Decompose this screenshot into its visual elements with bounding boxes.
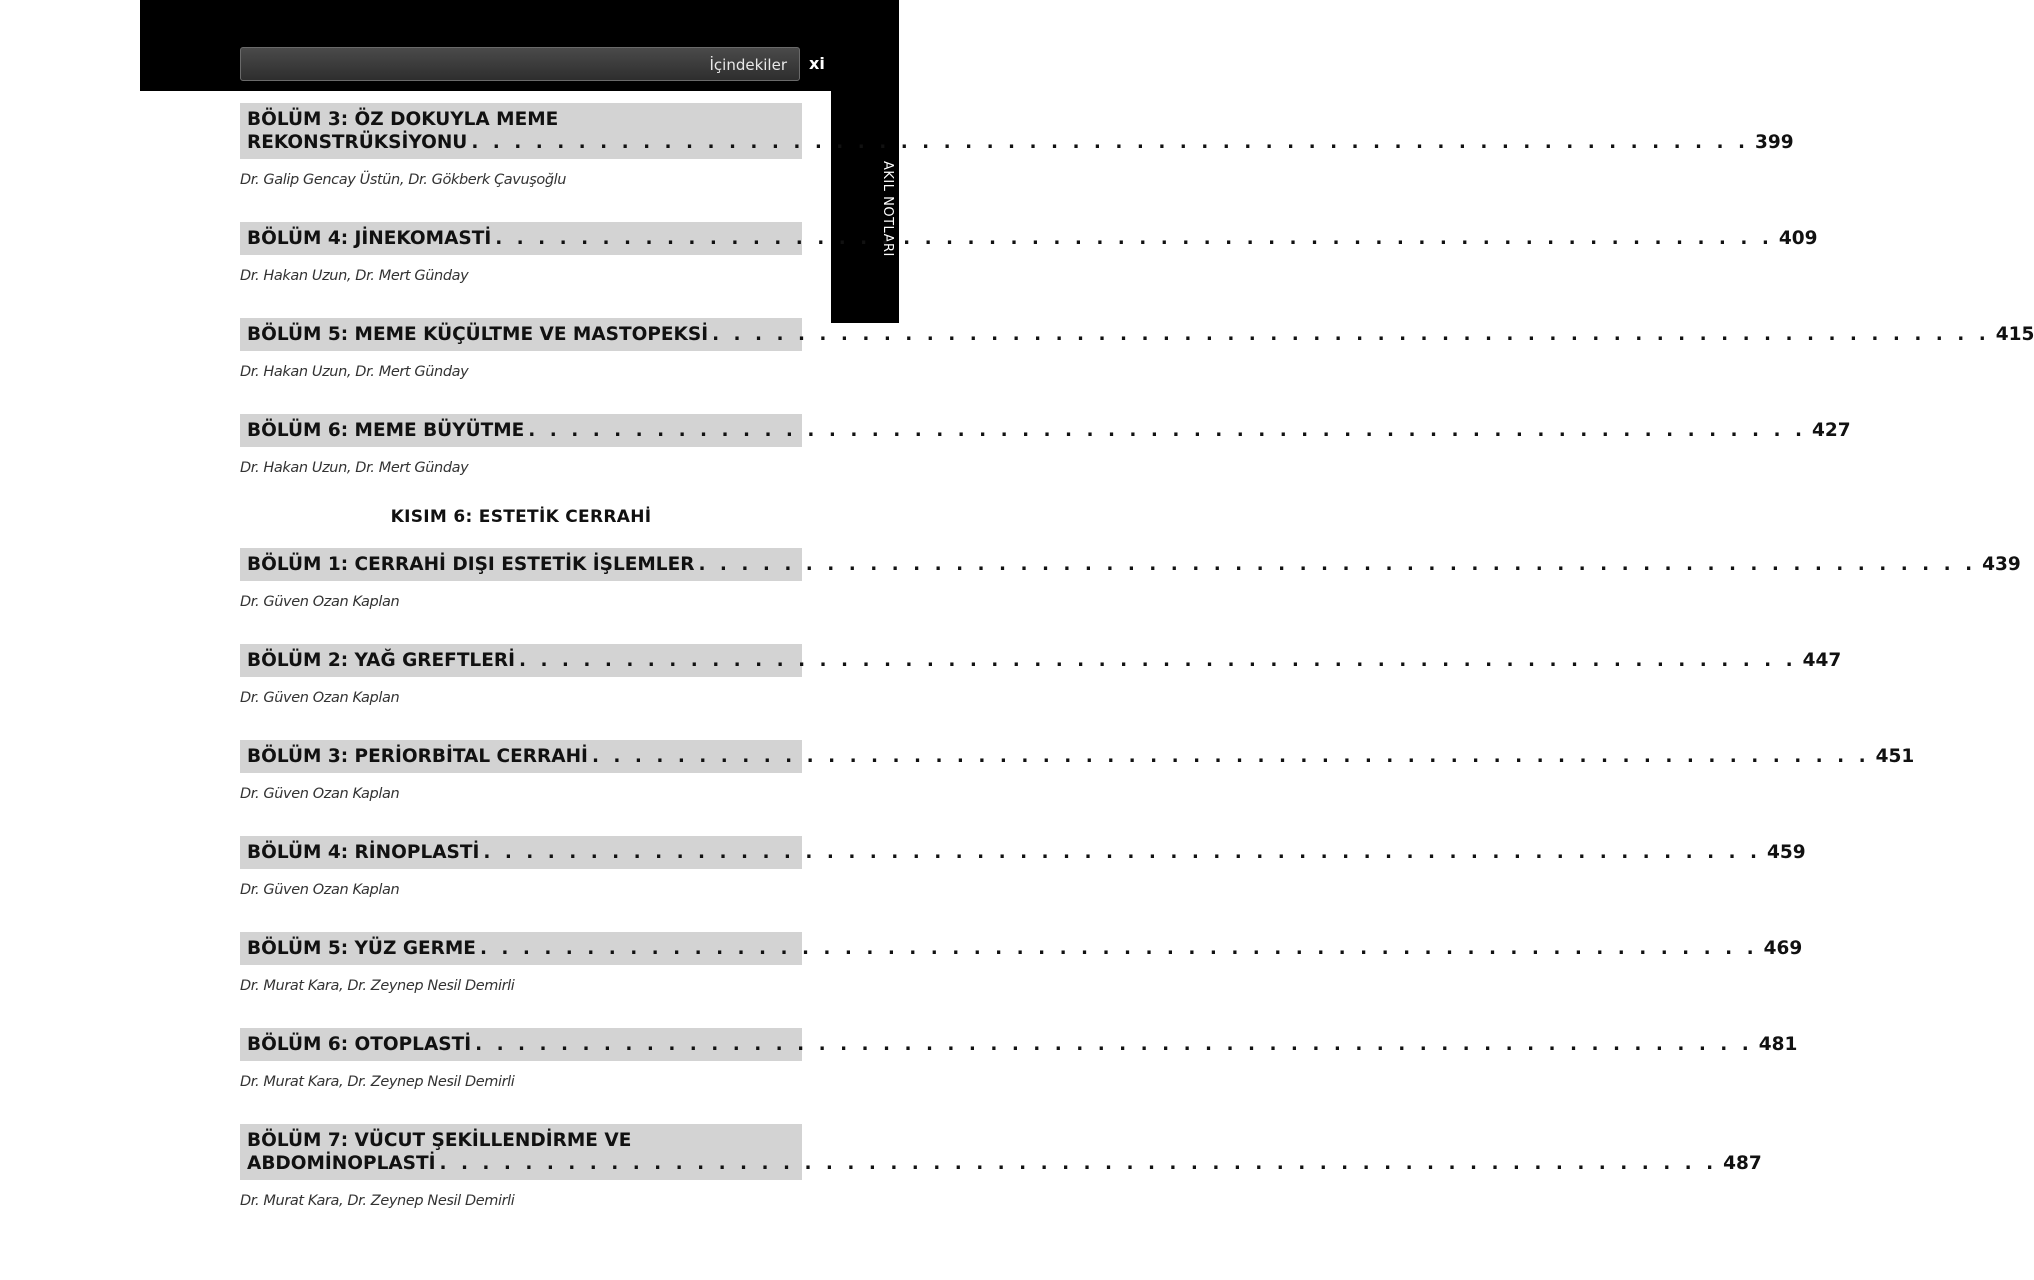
chapter-page-number: 415 [1995, 324, 2034, 345]
dot-leader: . . . . . . . . . . . . . . . . . . . . . . . . . . . . . . . . . . . . . . . . . . . . . . . . . . . . . . . . . . . . [479, 938, 1758, 959]
side-tab-label: AKIL NOTLARI [880, 161, 895, 257]
chapter-authors: Dr. Güven Ozan Kaplan [240, 690, 400, 706]
toc-entry[interactable] [240, 222, 1818, 288]
chapter-authors: Dr. Murat Kara, Dr. Zeynep Nesil Demirli [240, 1193, 515, 1209]
chapter-authors: Dr. Murat Kara, Dr. Zeynep Nesil Demirli [240, 1074, 515, 1090]
dot-leader: . . . . . . . . . . . . . . . . . . . . . . . . . . . . . . . . . . . . . . . . . . . . . . . . . . . . . . . . . . . . [483, 842, 1762, 863]
chapter-bar [240, 1028, 1798, 1061]
chapter-title: BÖLÜM 4: JİNEKOMASTİ [247, 228, 492, 249]
chapter-bar [240, 103, 1794, 159]
chapter-page-number: 447 [1802, 650, 1842, 671]
toc-entry[interactable] [240, 836, 1806, 902]
side-tab [831, 91, 899, 323]
dot-leader: . . . . . . . . . . . . . . . . . . . . . . . . . . . . . . . . . . . . . . . . . . . . . . . . . . . . . . . . . . . . [439, 1153, 1718, 1174]
chapter-bar [240, 1124, 1762, 1180]
chapter-authors: Dr. Hakan Uzun, Dr. Mert Günday [240, 460, 469, 476]
chapter-page-number: 487 [1723, 1153, 1762, 1174]
chapter-page-number: 469 [1763, 938, 1803, 959]
chapter-page-number: 481 [1758, 1034, 1798, 1055]
dot-leader: . . . . . . . . . . . . . . . . . . . . . . . . . . . . . . . . . . . . . . . . . . . . . . . . . . . . . . . . . . . . [591, 746, 1870, 767]
dot-leader: . . . . . . . . . . . . . . . . . . . . . . . . . . . . . . . . . . . . . . . . . . . . . . . . . . . . . . . . . . . . [495, 228, 1773, 249]
page-number: xi [809, 54, 825, 73]
chapter-title: BÖLÜM 2: YAĞ GREFTLERİ [247, 650, 515, 671]
chapter-title: BÖLÜM 5: YÜZ GERME [247, 938, 476, 959]
chapter-bar [240, 932, 1803, 965]
chapter-authors: Dr. Güven Ozan Kaplan [240, 786, 400, 802]
chapter-authors: Dr. Güven Ozan Kaplan [240, 594, 400, 610]
page-header [140, 0, 899, 91]
chapter-title: BÖLÜM 6: MEME BÜYÜTME [247, 420, 525, 441]
section-heading: KISIM 6: ESTETİK CERRAHİ [390, 507, 652, 527]
toc-entry[interactable] [240, 1124, 1762, 1213]
dot-leader: . . . . . . . . . . . . . . . . . . . . . . . . . . . . . . . . . . . . . . . . . . . . . . . . . . . . . . . . . . . . [712, 324, 1990, 345]
dot-leader: . . . . . . . . . . . . . . . . . . . . . . . . . . . . . . . . . . . . . . . . . . . . . . . . . . . . . . . . . . . . [475, 1034, 1753, 1055]
dot-leader: . . . . . . . . . . . . . . . . . . . . . . . . . . . . . . . . . . . . . . . . . . . . . . . . . . . . . . . . . . . . [528, 420, 1806, 441]
toc-entry[interactable] [240, 740, 1915, 806]
chapter-page-number: 399 [1755, 132, 1794, 153]
chapter-authors: Dr. Hakan Uzun, Dr. Mert Günday [240, 364, 469, 380]
chapter-title: REKONSTRÜKSİYONU [247, 132, 468, 153]
chapter-page-number: 451 [1875, 746, 1915, 767]
toc-entry[interactable] [240, 548, 2021, 614]
chapter-title: BÖLÜM 3: PERİORBİTAL CERRAHİ [247, 746, 588, 767]
toc-entry[interactable] [240, 103, 1794, 192]
chapter-bar [240, 836, 1806, 869]
chapter-page-number: 459 [1767, 842, 1806, 863]
chapter-page-number: 439 [1982, 554, 2021, 575]
chapter-page-number: 409 [1778, 228, 1818, 249]
chapter-title-line1: BÖLÜM 3: ÖZ DOKUYLA MEME [247, 109, 559, 130]
chapter-bar [240, 222, 1818, 255]
header-bar [240, 47, 800, 81]
chapter-authors: Dr. Güven Ozan Kaplan [240, 882, 400, 898]
chapter-page-number: 427 [1811, 420, 1851, 441]
chapter-bar [240, 740, 1915, 773]
toc-entry[interactable] [240, 318, 2034, 384]
dot-leader: . . . . . . . . . . . . . . . . . . . . . . . . . . . . . . . . . . . . . . . . . . . . . . . . . . . . . . . . . . . . [698, 554, 1977, 575]
chapter-title: BÖLÜM 4: RİNOPLASTİ [247, 842, 480, 863]
chapter-authors: Dr. Murat Kara, Dr. Zeynep Nesil Demirli [240, 978, 515, 994]
chapter-bar [240, 318, 2034, 351]
chapter-title-line1: BÖLÜM 7: VÜCUT ŞEKİLLENDİRME VE [247, 1130, 632, 1151]
chapter-title: BÖLÜM 6: OTOPLASTİ [247, 1034, 472, 1055]
chapter-bar [240, 414, 1851, 447]
chapter-bar [240, 644, 1842, 677]
chapter-authors: Dr. Hakan Uzun, Dr. Mert Günday [240, 268, 469, 284]
toc-entry[interactable] [240, 414, 1851, 480]
chapter-bar [240, 548, 2021, 581]
chapter-title: BÖLÜM 5: MEME KÜÇÜLTME VE MASTOPEKSİ [247, 324, 709, 345]
toc-entry[interactable] [240, 1028, 1798, 1094]
header-title: İçindekiler [709, 56, 787, 74]
chapter-authors: Dr. Galip Gencay Üstün, Dr. Gökberk Çavuşoğlu [240, 172, 567, 188]
chapter-title: BÖLÜM 1: CERRAHİ DIŞI ESTETİK İŞLEMLER [247, 554, 695, 575]
chapter-title: ABDOMİNOPLASTİ [247, 1153, 436, 1174]
dot-leader: . . . . . . . . . . . . . . . . . . . . . . . . . . . . . . . . . . . . . . . . . . . . . . . . . . . . . . . . . . . . [519, 650, 1797, 671]
toc-entry[interactable] [240, 644, 1842, 710]
dot-leader: . . . . . . . . . . . . . . . . . . . . . . . . . . . . . . . . . . . . . . . . . . . . . . . . . . . . . . . . . . . . [471, 132, 1749, 153]
toc-entry[interactable] [240, 932, 1803, 998]
